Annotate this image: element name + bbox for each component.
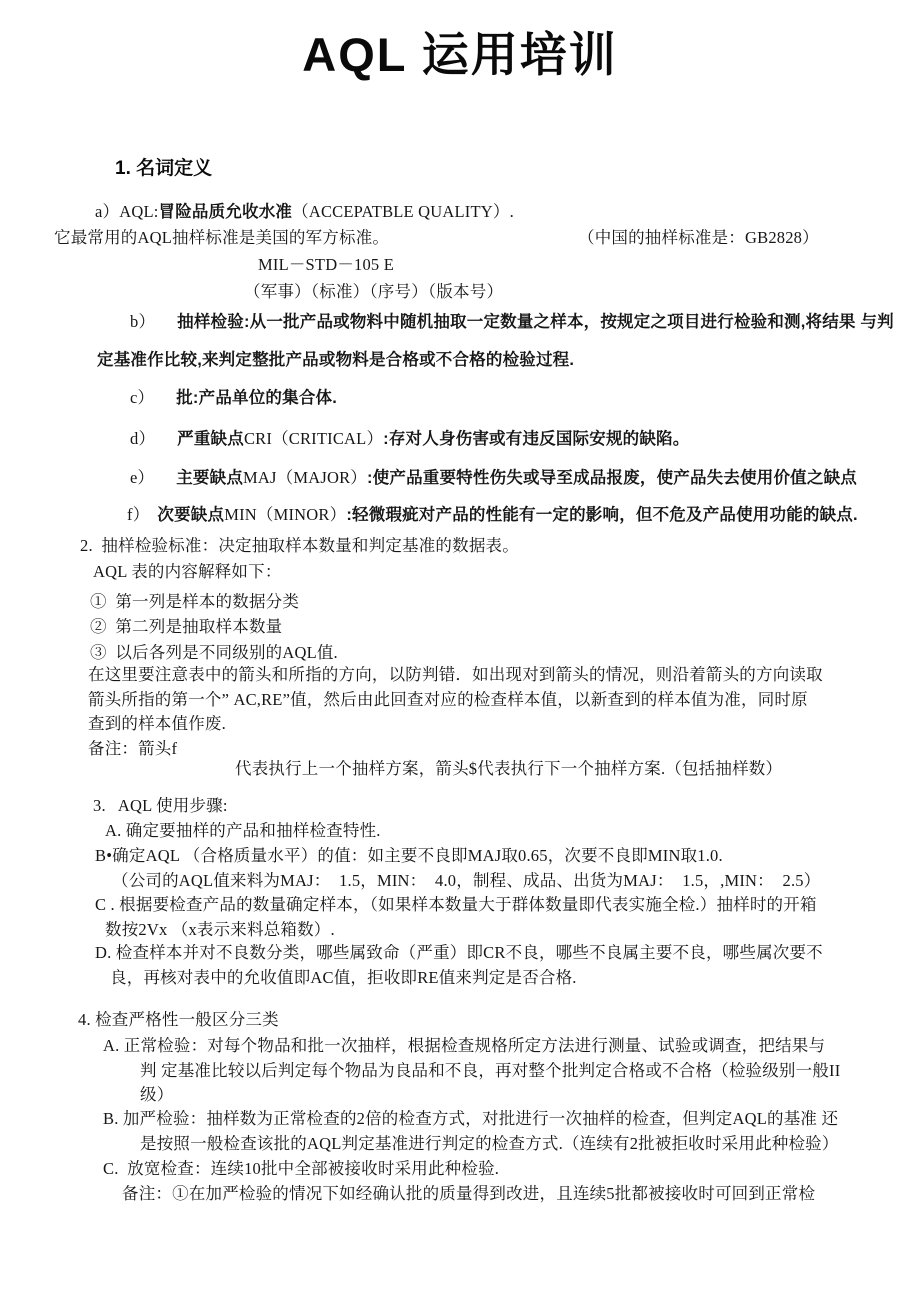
section3-step-c: C . 根据要检查产品的数量确定样本，（如果样本数量大于群体数量即代表实施全检.）抽样时的开箱 <box>95 895 817 914</box>
definition-a-label: a）AQL: <box>95 202 159 221</box>
section4-remark: 备注：①在加严检验的情况下如经确认批的质量得到改进，且连续5批都被接收时可回到正常检 <box>122 1184 816 1203</box>
section4-tightened-continuation: 是按照一般检查该批的AQL判定基准进行判定的检查方式.（连续有2批被拒收时采用此种检验） <box>140 1134 839 1153</box>
section4-reduced-inspection: C. 放宽检查：连续10批中全部被接收时采用此种检验. <box>103 1159 500 1178</box>
section1-heading: 1. 名词定义 <box>115 158 213 179</box>
section4-normal-continuation2: 级） <box>140 1085 174 1104</box>
section2-item2: ② 第二列是抽取样本数量 <box>90 617 283 636</box>
mil-std-caption: （军事）（标准）（序号）（版本号） <box>244 282 504 301</box>
section3-step-d: D. 检查样本并对不良数分类，哪些属致命（严重）即CR不良，哪些不良属主要不良，哪些属次要不 <box>95 943 823 962</box>
china-standard-note: （中国的抽样标准是：GB2828） <box>578 228 819 247</box>
section2-intro: AQL 表的内容解释如下： <box>93 562 282 581</box>
definition-a-tail: （ACCEPATBLE QUALITY）. <box>292 202 514 221</box>
definition-e-term: 主要缺点 <box>176 469 244 487</box>
section2-item3: ③ 以后各列是不同级别的AQL值. <box>90 643 338 662</box>
section4-heading: 4. 检查严格性一般区分三类 <box>78 1010 279 1029</box>
definition-c-term: 批:产品单位的集合体. <box>176 389 338 407</box>
mil-std-line: MIL－STD－105 E <box>258 255 394 274</box>
definition-c-label: c） <box>130 388 155 407</box>
definition-f-term: 次要缺点 <box>157 506 225 524</box>
definition-e-code: MAJ（MAJOR） <box>243 468 367 487</box>
section2-note-line3: 查到的样本值作废. <box>88 714 226 733</box>
definition-f-tail: :轻微瑕疵对产品的性能有一定的影响，但不危及产品使用功能的缺点. <box>346 506 858 524</box>
section3-heading: 3. AQL 使用步骤: <box>93 796 228 815</box>
section2-remark: 备注：箭头f <box>88 739 178 758</box>
section4-tightened-inspection: B. 加严检验：抽样数为正常检查的2倍的检查方式，对批进行一次抽样的检查，但判定AQL的基准 还 <box>103 1109 839 1128</box>
definition-d-label: d） <box>130 429 156 448</box>
definition-c-line <box>130 387 337 409</box>
definition-d-code: CRI（CRITICAL） <box>243 429 384 448</box>
section2-note-line2: 箭头所指的第一个” AC,RE”值，然后由此回查对应的检查样本值，以新查到的样本值为准，同时原 <box>88 690 808 709</box>
definition-f-label: f） <box>127 505 150 524</box>
definition-e-label: e） <box>130 468 155 487</box>
definition-d-tail: :存对人身伤害或有违反国际安规的缺陷。 <box>383 430 690 448</box>
section2-item1: ① 第一列是样本的数据分类 <box>90 592 300 611</box>
definition-d-line <box>130 428 689 450</box>
section2-remark2: 代表执行上一个抽样方案，箭头$代表执行下一个抽样方案.（包括抽样数） <box>235 759 783 778</box>
definition-b-label: b） <box>130 312 156 331</box>
section2-heading: 2. 抽样检验标准：决定抽取样本数量和判定基准的数据表。 <box>80 536 519 555</box>
section4-normal-continuation1: 判 定基准比较以后判定每个物品为良品和不良，再对整个批判定合格或不合格（检验级别一般II <box>140 1061 841 1080</box>
definition-e-tail: :使产品重要特性伤失或导至成品报废，使产品失去使用价值之缺点 <box>366 469 857 487</box>
section3-step-b-note: （公司的AQL值来料为MAJ： 1.5，MIN： 4.0，制程、成品、出货为MAJ： 1.5，,MIN： 2.5） <box>112 871 821 890</box>
section4-normal-inspection: A. 正常检验：对每个物品和批一次抽样，根据检查规格所定方法进行测量、试验或调查，把结果与 <box>103 1036 826 1055</box>
aql-standard-left-text: 它最常用的AQL抽样标准是美国的军方标准。 <box>54 228 390 247</box>
definition-b-continuation: 定基准作比较,来判定整批产品或物料是合格或不合格的检验过程. <box>97 351 575 369</box>
definition-f-code: MIN（MINOR） <box>224 505 347 524</box>
definition-b-line <box>130 311 894 333</box>
document-title: AQL 运用培训 <box>302 28 618 81</box>
definition-f-line <box>127 504 858 526</box>
section3-step-c-continuation: 数按2Vx （x表示来料总箱数）. <box>105 920 335 939</box>
section3-step-d-continuation: 良，再核对表中的允收值即AC值，拒收即RE值来判定是否合格. <box>110 968 577 987</box>
section3-step-a: A. 确定要抽样的产品和抽样检查特性. <box>105 821 381 840</box>
section3-step-b: B•确定AQL （合格质量水平）的值：如主要不良即MAJ取0.65，次要不良即MIN取1.0. <box>95 846 723 865</box>
definition-d-term: 严重缺点 <box>177 430 244 448</box>
definition-a-line <box>95 201 514 223</box>
section2-note-line1: 在这里要注意表中的箭头和所指的方向，以防判错．如出现对到箭头的情况，则沿着箭头的方向读取 <box>88 665 823 684</box>
definition-a-term: 冒险品质允收水准 <box>158 203 293 221</box>
definition-b-term: 抽样检验:从一批产品或物料中随机抽取一定数量之样本，按规定之项目进行检验和测,将结果 与判 <box>177 313 894 331</box>
definition-e-line <box>130 467 857 489</box>
